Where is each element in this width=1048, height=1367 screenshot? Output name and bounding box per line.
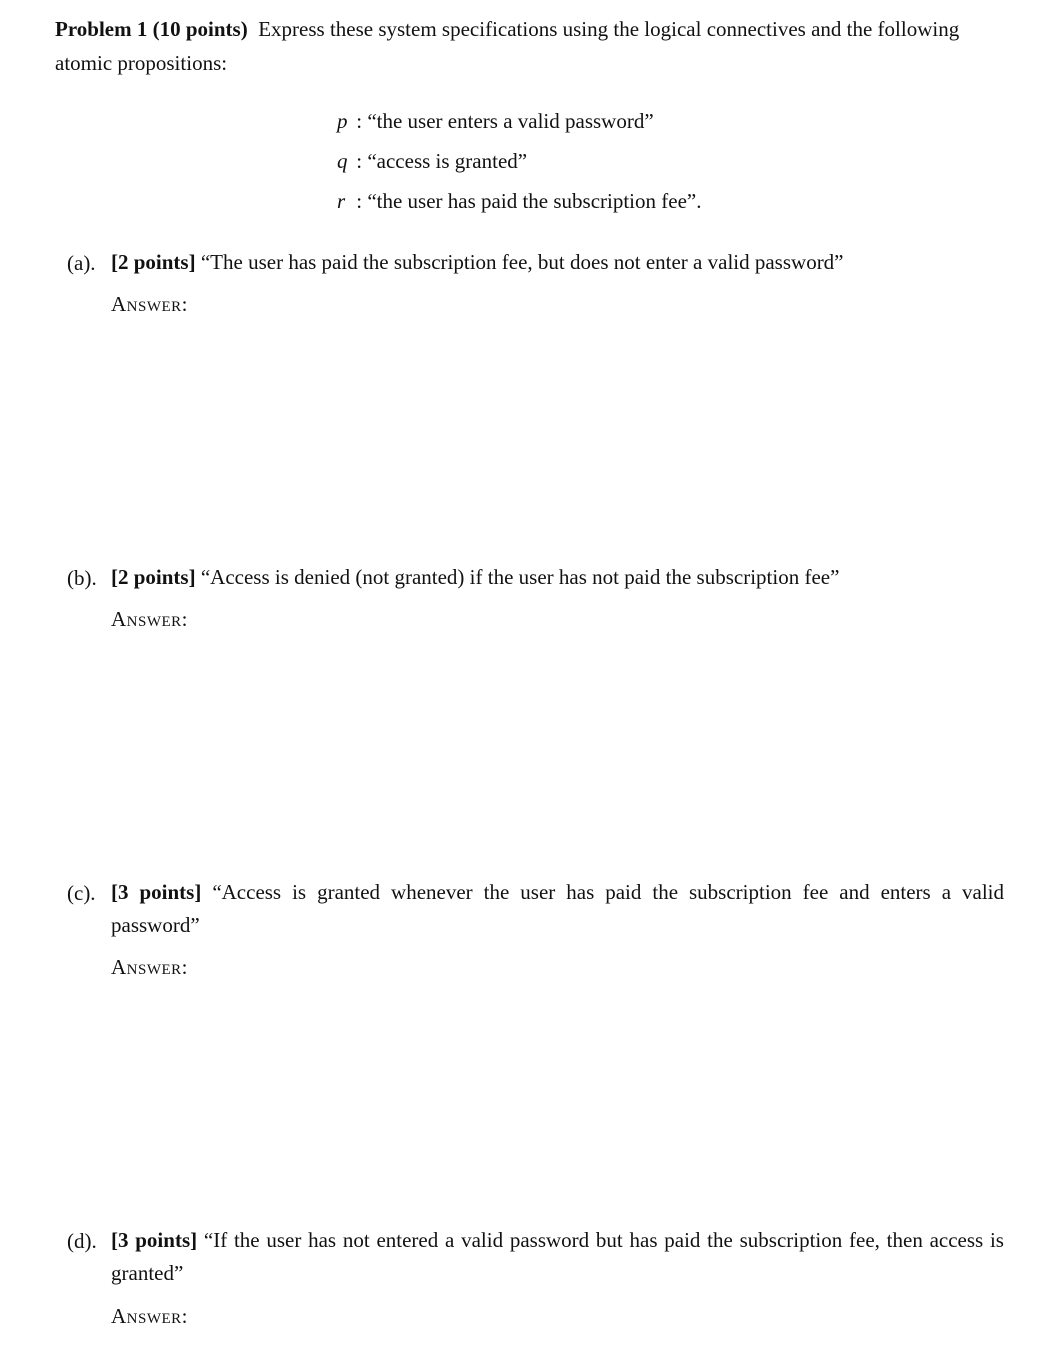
proposition-q — [337, 147, 527, 175]
part-c-label: (c). — [67, 881, 96, 905]
proposition-variable: q — [337, 149, 348, 173]
proposition-variable: r — [337, 189, 346, 213]
part-a-points: [2 points] — [111, 250, 196, 274]
part-c-statement — [111, 876, 1004, 942]
part-a-label: (a). — [67, 251, 96, 275]
part-d-statement — [111, 1224, 1004, 1290]
part-d-answer-area[interactable] — [111, 1334, 1004, 1364]
part-b-points: [2 points] — [111, 565, 196, 589]
part-d-answer-label: Answer: — [111, 1304, 188, 1328]
part-b-label: (b). — [67, 566, 97, 590]
part-d-label: (d). — [67, 1229, 97, 1253]
part-c-text: “Access is granted whenever the user has paid the subscription fee and enters a valid password” — [111, 880, 1004, 937]
proposition-variable: p — [337, 109, 348, 133]
part-d-text: “If the user has not entered a valid password but has paid the subscription fee, then access is granted” — [111, 1228, 1004, 1285]
part-b-answer-area[interactable] — [111, 637, 1004, 867]
problem-statement — [55, 12, 1005, 80]
part-a-statement — [111, 246, 1004, 279]
part-b-statement — [111, 561, 1004, 594]
part-c-answer-area[interactable] — [111, 985, 1004, 1215]
part-a-answer-label: Answer: — [111, 292, 188, 316]
proposition-r — [337, 187, 701, 215]
proposition-text: : “access is granted” — [356, 149, 528, 173]
problem-intro: Express these system specifications using the logical connectives and the following atomic propositions: — [55, 17, 960, 75]
part-a-answer-area[interactable] — [111, 322, 1004, 552]
proposition-text: : “the user enters a valid password” — [356, 109, 654, 133]
part-c-answer-label: Answer: — [111, 955, 188, 979]
proposition-p — [337, 107, 654, 135]
part-a-text: “The user has paid the subscription fee, but does not enter a valid password” — [200, 250, 844, 274]
part-c-points: [3 points] — [111, 880, 202, 904]
part-b-answer-label: Answer: — [111, 607, 188, 631]
proposition-text: : “the user has paid the subscription fee”. — [356, 189, 702, 213]
part-b-text: “Access is denied (not granted) if the user has not paid the subscription fee” — [200, 565, 840, 589]
part-d-points: [3 points] — [111, 1228, 198, 1252]
problem-title: Problem 1 (10 points) — [55, 17, 248, 41]
